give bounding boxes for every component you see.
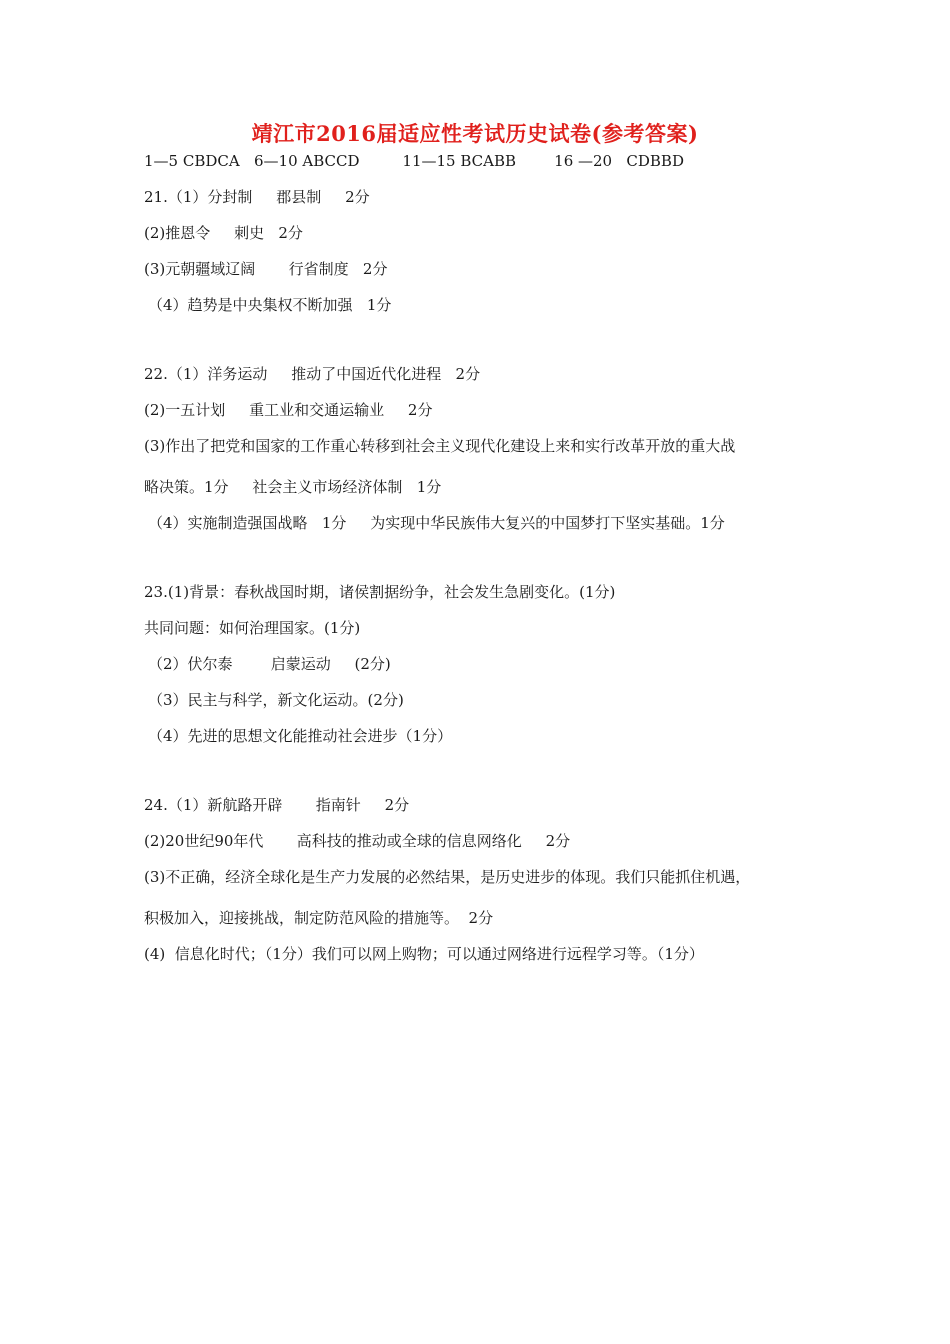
q23-part1: 23.(1)背景：春秋战国时期，诸侯割据纷争，社会发生急剧变化。(1分) [144,583,616,601]
q22-part3-line2: 略决策。1分 社会主义市场经济体制 1分 [144,478,442,496]
q21-part1: 21.（1）分封制 郡县制 2分 [144,188,370,206]
q23-part4: （4）先进的思想文化能推动社会进步（1分） [148,727,453,745]
answer-choice-line: 1—5 CBDCA 6—10 ABCCD 11—15 BCABB 16 —20 CDBBD [144,152,684,170]
q22-part1: 22.（1）洋务运动 推动了中国近代化进程 2分 [144,365,481,383]
q24-part3-line1: (3)不正确，经济全球化是生产力发展的必然结果，是历史进步的体现。我们只能抓住机遇， [144,868,751,886]
q23-part2: （2）伏尔泰 启蒙运动 (2分) [148,655,391,673]
q23-common-question: 共同问题：如何治理国家。(1分) [144,619,361,637]
q22-part4: （4）实施制造强国战略 1分 为实现中华民族伟大复兴的中国梦打下坚实基础。1分 [148,514,725,532]
document-title: 靖江市2016届适应性考试历史试卷(参考答案) [251,121,699,146]
q23-part3: （3）民主与科学，新文化运动。(2分) [148,691,404,709]
q24-part2: (2)20世纪90年代 高科技的推动或全球的信息网络化 2分 [144,832,571,850]
q24-part3-line2: 积极加入，迎接挑战，制定防范风险的措施等。 2分 [144,909,494,927]
q21-part2: (2)推恩令 刺史 2分 [144,224,303,242]
q22-part2: (2)一五计划 重工业和交通运输业 2分 [144,401,433,419]
q24-part4: (4) 信息化时代；（1分）我们可以网上购物；可以通过网络进行远程学习等。（1分） [144,945,704,963]
q24-part1: 24.（1）新航路开辟 指南针 2分 [144,796,410,814]
q22-part3-line1: (3)作出了把党和国家的工作重心转移到社会主义现代化建设上来和实行改革开放的重大战 [144,437,736,455]
q21-part4: （4）趋势是中央集权不断加强 1分 [148,296,392,314]
q21-part3: (3)元朝疆域辽阔 行省制度 2分 [144,260,388,278]
